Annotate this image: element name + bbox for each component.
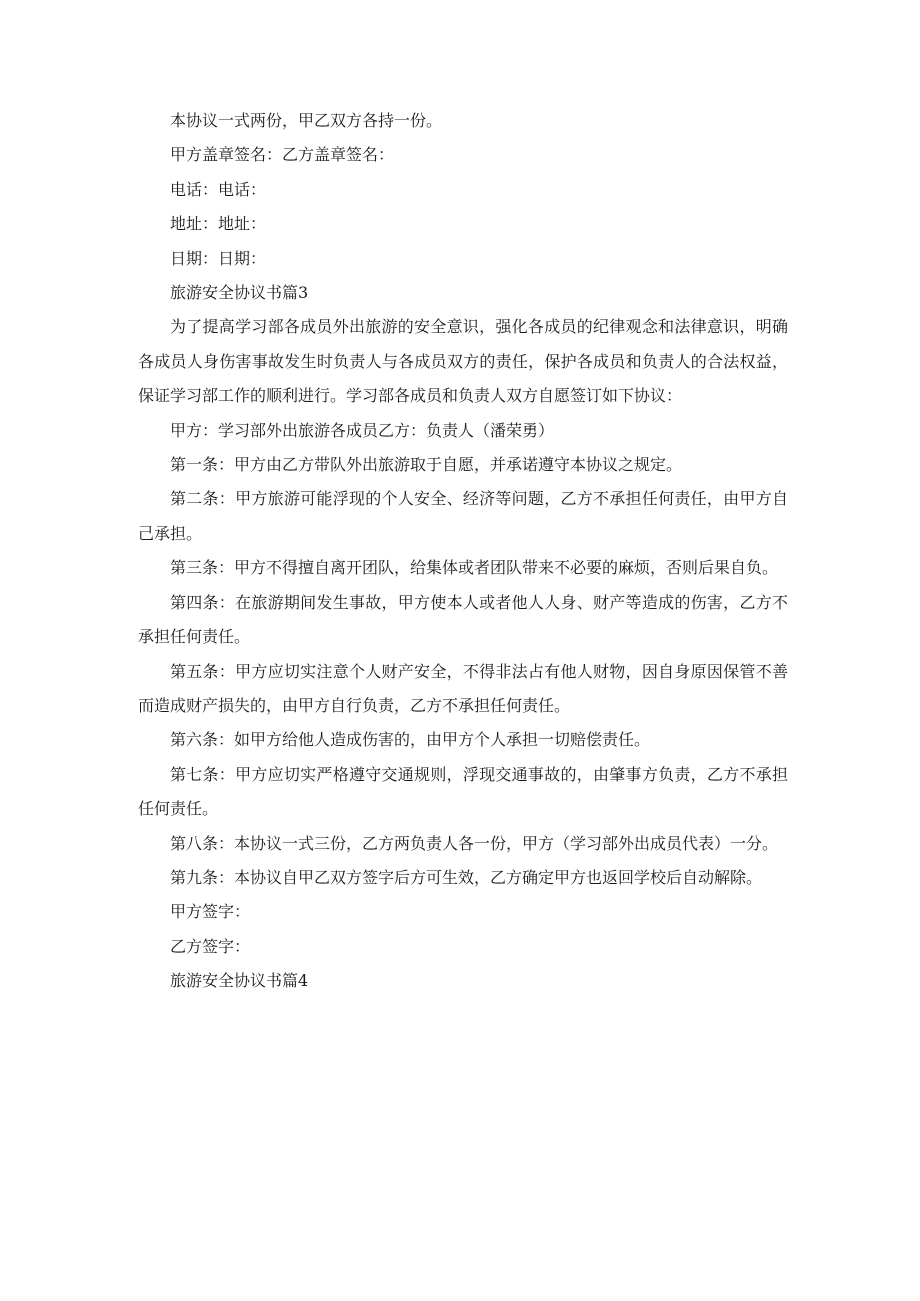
- paragraph-copies: 本协议一式两份，甲乙双方各持一份。: [170, 111, 443, 130]
- paragraph-date: 日期：日期：: [170, 248, 267, 268]
- article-6: 第六条：如甲方给他人造成伤害的，由甲方个人承担一切赔偿责任。: [170, 730, 651, 750]
- article-7: 第七条：甲方应切实严格遵守交通规则，浮现交通事故的，由肇事方负责，乙方不承担任何责任。: [138, 764, 788, 819]
- section-heading-4: 旅游安全协议书篇4: [170, 971, 309, 991]
- paragraph-phone: 电话：电话：: [170, 179, 267, 199]
- article-2: 第二条：甲方旅游可能浮现的个人安全、经济等问题，乙方不承担任何责任，由甲方自己承担。: [138, 489, 788, 543]
- article-3: 第三条：甲方不得擅自离开团队，给集体或者团队带来不必要的麻烦，否则后果自负。: [170, 558, 779, 578]
- paragraph-parties: 甲方：学习部外出旅游各成员乙方：负责人（潘荣勇）: [170, 420, 555, 440]
- article-4: 第四条：在旅游期间发生事故，甲方使本人或者他人人身、财产等造成的伤害，乙方不承担任何责任。: [138, 592, 788, 647]
- paragraph-seal-signatures: 甲方盖章签名：乙方盖章签名：: [170, 145, 395, 165]
- section-heading-3: 旅游安全协议书篇3: [170, 283, 309, 303]
- article-8: 第八条：本协议一式三份，乙方两负责人各一份，甲方（学习部外出成员代表）一分。: [170, 833, 779, 853]
- article-9: 第九条：本协议自甲乙双方签字后方可生效，乙方确定甲方也返回学校后自动解除。: [170, 867, 763, 887]
- party-b-signature: 乙方签字：: [170, 936, 251, 956]
- party-a-signature: 甲方签字：: [170, 902, 251, 922]
- article-1: 第一条：甲方由乙方带队外出旅游取于自愿，并承诺遵守本协议之规定。: [170, 455, 683, 475]
- paragraph-address: 地址：地址：: [170, 214, 267, 234]
- paragraph-intro: 为了提高学习部各成员外出旅游的安全意识，强化各成员的纪律观念和法律意识，明确各成员人身伤害事故发生时负责人与各成员双方的责任，保护各成员和负责人的合法权益，保证学习部工作的顺利进行。学习部各成员和负责人双方自愿签订如下协议：: [138, 317, 788, 406]
- article-5: 第五条：甲方应切实注意个人财产安全，不得非法占有他人财物，因自身原因保管不善而造成财产损失的，由甲方自行负责，乙方不承担任何责任。: [138, 661, 788, 715]
- document-page: [138, 104, 788, 999]
